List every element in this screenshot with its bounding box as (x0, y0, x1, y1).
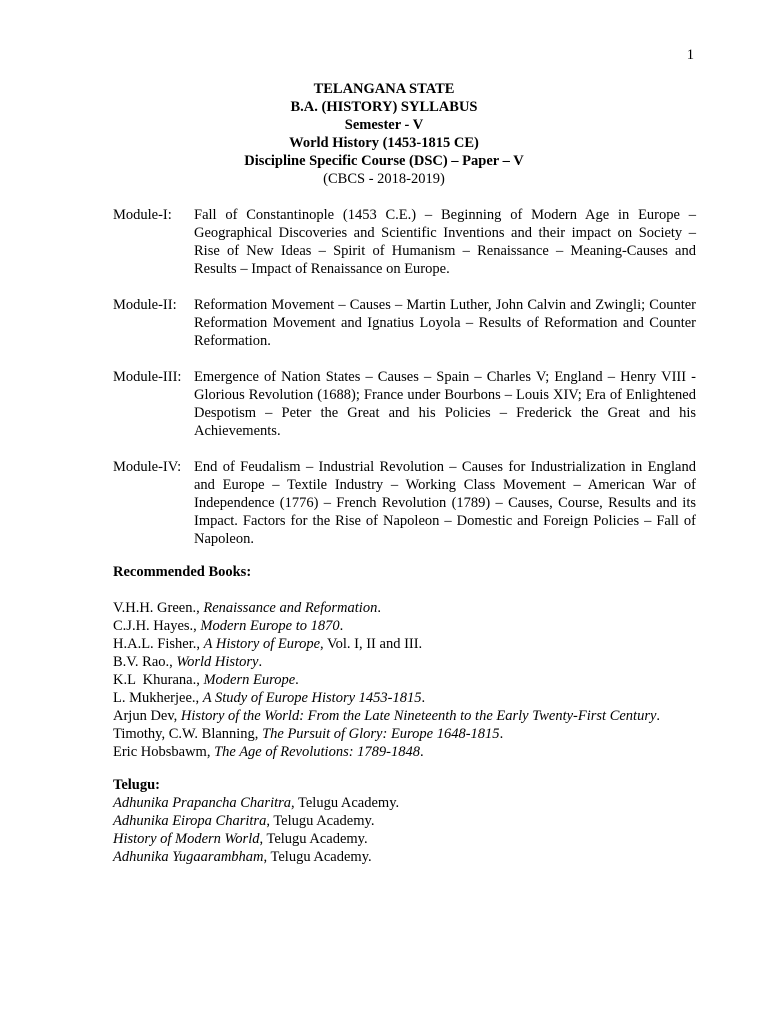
book-entry (113, 725, 713, 743)
book-title: History of Modern World (113, 831, 260, 847)
book-suffix: . (499, 726, 504, 742)
book-entry (113, 689, 713, 707)
recommended-books-heading: Recommended Books: (113, 564, 252, 580)
book-entry (113, 653, 713, 671)
header-syllabus: B.A. (HISTORY) SYLLABUS (290, 99, 478, 115)
modules-list (113, 206, 696, 566)
page-number: 1 (686, 47, 694, 63)
telugu-books-section (113, 776, 713, 866)
book-title: Adhunika Prapancha Charitra (113, 795, 292, 811)
book-entry (113, 599, 713, 617)
book-entry (113, 743, 713, 761)
book-suffix: . (421, 690, 426, 706)
book-suffix: . (258, 654, 263, 670)
telugu-heading: Telugu: (113, 777, 161, 793)
book-author: Eric Hobsbawm, (113, 744, 215, 760)
book-title: World History (176, 654, 259, 670)
module-text: Emergence of Nation States – Causes – Spain – Charles V; England – Henry VIII - Glorious Revolution (1688); France under Bourbons – Louis XIV; Era of Enlightened Despotism – Peter the Great and his Policies – Frederick the Great and his Achievements. (194, 369, 696, 439)
book-entry (113, 635, 713, 653)
book-author: B.V. Rao., (113, 654, 177, 670)
book-title: History of the World: From the Late Nineteenth to the Early Twenty-First Century (180, 708, 657, 724)
telugu-book-entry (113, 848, 713, 866)
module-label: Module-III: (113, 369, 182, 385)
book-author: L. Mukherjee., (113, 690, 203, 706)
book-publisher: , Telugu Academy. (291, 795, 400, 811)
book-suffix: . (295, 672, 299, 688)
book-title: The Pursuit of Glory: Europe 1648-1815 (262, 726, 500, 742)
book-publisher: , Telugu Academy. (263, 849, 372, 865)
book-suffix: . (377, 600, 381, 616)
recommended-books-list (113, 599, 713, 761)
header-state: TELANGANA STATE (313, 81, 455, 97)
book-title: Adhunika Yugaarambham (113, 849, 264, 865)
book-author: V.H.H. Green., (113, 600, 204, 616)
module-4 (113, 458, 696, 548)
book-title: Modern Europe (203, 672, 296, 688)
book-title: A Study of Europe History 1453-1815 (202, 690, 422, 706)
recommended-books-section (113, 563, 713, 761)
book-author: Timothy, C.W. Blanning, (113, 726, 263, 742)
document-header (0, 80, 768, 188)
book-title: Adhunika Eiropa Charitra (113, 813, 267, 829)
module-label: Module-II: (113, 297, 177, 313)
book-author: Arjun Dev, (113, 708, 181, 724)
telugu-book-entry (113, 812, 713, 830)
book-publisher: , Telugu Academy. (259, 831, 368, 847)
module-3 (113, 368, 696, 440)
book-author: H.A.L. Fisher., (113, 636, 204, 652)
book-suffix: , Vol. I, II and III. (320, 636, 423, 652)
header-course-title: World History (1453-1815 CE) (289, 135, 479, 151)
header-semester: Semester - V (344, 117, 424, 133)
book-entry (113, 707, 713, 725)
book-author: K.L Khurana., (113, 672, 204, 688)
module-text: End of Feudalism – Industrial Revolution – Causes for Industrialization in England and Europe – Textile Industry – Working Class Movement – American War of Independence (1776) – French Revolution (1789) – Causes, Course, Results and its Impact. Factors for the Rise of Napoleon – Domestic and Foreign Policies – Fall of Napoleon. (194, 459, 696, 547)
module-2 (113, 296, 696, 350)
book-suffix: . (339, 618, 344, 634)
book-title: The Age of Revolutions: 1789-1848 (214, 744, 421, 760)
book-title: Renaissance and Reformation (203, 600, 378, 616)
telugu-book-entry (113, 794, 713, 812)
book-title: A History of Europe (203, 636, 321, 652)
module-text: Fall of Constantinople (1453 C.E.) – Beginning of Modern Age in Europe – Geographical Discoveries and Scientific Inventions and their impact on Society – Rise of New Ideas – Spirit of Humanism – Renaissance – Meaning-Causes and Results – Impact of Renaissance on Europe. (194, 207, 696, 277)
module-text: Reformation Movement – Causes – Martin Luther, John Calvin and Zwingli; Counter Reformation Movement and Ignatius Loyola – Results of Reformation and Counter Reformation. (194, 297, 696, 349)
telugu-book-entry (113, 830, 713, 848)
book-suffix: . (656, 708, 661, 724)
module-label: Module-I: (113, 207, 172, 223)
book-entry (113, 671, 713, 689)
book-suffix: . (420, 744, 424, 760)
header-paper: Discipline Specific Course (DSC) – Paper – V (244, 153, 524, 169)
module-1 (113, 206, 696, 278)
book-author: C.J.H. Hayes., (113, 618, 201, 634)
book-entry (113, 617, 713, 635)
book-title: Modern Europe to 1870 (200, 618, 340, 634)
module-label: Module-IV: (113, 459, 182, 475)
header-cbcs: (CBCS - 2018-2019) (323, 171, 445, 187)
book-publisher: , Telugu Academy. (266, 813, 375, 829)
